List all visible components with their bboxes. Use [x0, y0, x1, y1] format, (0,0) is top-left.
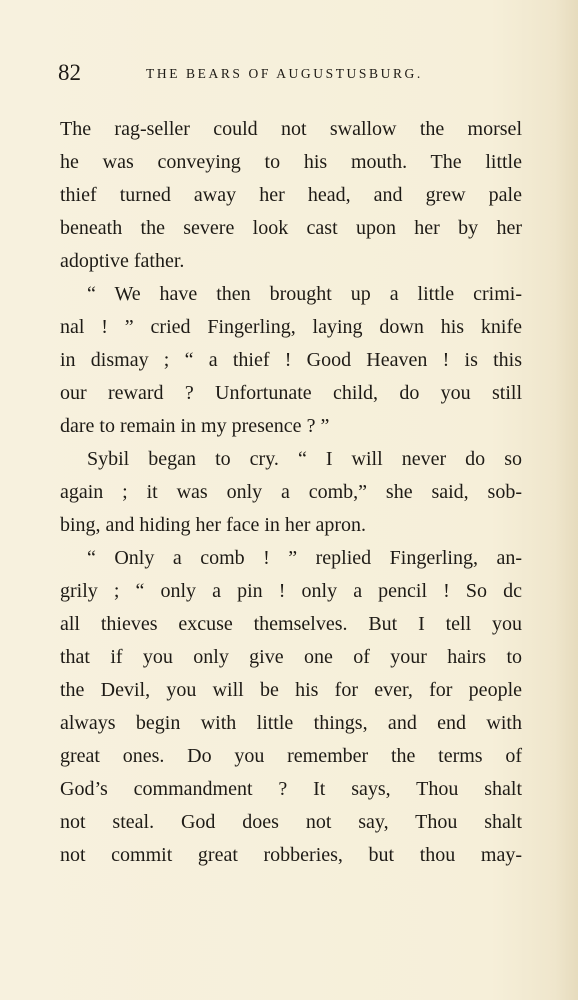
text-line: grily ; “ only a pin ! only a pencil ! So dc	[60, 580, 522, 602]
text-line: all thieves excuse themselves. But I tell you	[60, 613, 522, 635]
text-line: thief turned away her head, and grew pale	[60, 184, 522, 206]
text-line: the Devil, you will be his for ever, for people	[60, 679, 522, 701]
text-line: “ We have then brought up a little crimi-	[87, 283, 522, 305]
text-line: not commit great robberies, but thou may-	[60, 844, 522, 866]
text-line: beneath the severe look cast upon her by her	[60, 217, 522, 239]
text-line: not steal. God does not say, Thou shalt	[60, 811, 522, 833]
text-line: Sybil began to cry. “ I will never do so	[87, 448, 522, 470]
body-text	[60, 113, 522, 872]
text-line: dare to remain in my presence ? ”	[60, 415, 330, 437]
text-line: that if you only give one of your hairs to	[60, 646, 522, 668]
text-line: he was conveying to his mouth. The little	[60, 151, 522, 173]
running-head: THE BEARS OF AUGUSTUSBURG.	[146, 66, 423, 81]
text-line: bing, and hiding her face in her apron.	[60, 514, 367, 536]
text-line: The rag-seller could not swallow the morsel	[60, 118, 522, 140]
text-line: in dismay ; “ a thief ! Good Heaven ! is this	[60, 349, 522, 371]
text-line: always begin with little things, and end with	[60, 712, 522, 734]
page-number: 82	[58, 60, 81, 85]
page-header	[58, 58, 520, 88]
text-line: our reward ? Unfortunate child, do you still	[60, 382, 522, 404]
text-line: “ Only a comb ! ” replied Fingerling, an-	[87, 547, 522, 569]
text-line: adoptive father.	[60, 250, 185, 272]
text-line: God’s commandment ? It says, Thou shalt	[60, 778, 522, 800]
text-line: again ; it was only a comb,” she said, sob-	[60, 481, 522, 503]
text-line: great ones. Do you remember the terms of	[60, 745, 522, 767]
text-line: nal ! ” cried Fingerling, laying down his knife	[60, 316, 522, 338]
